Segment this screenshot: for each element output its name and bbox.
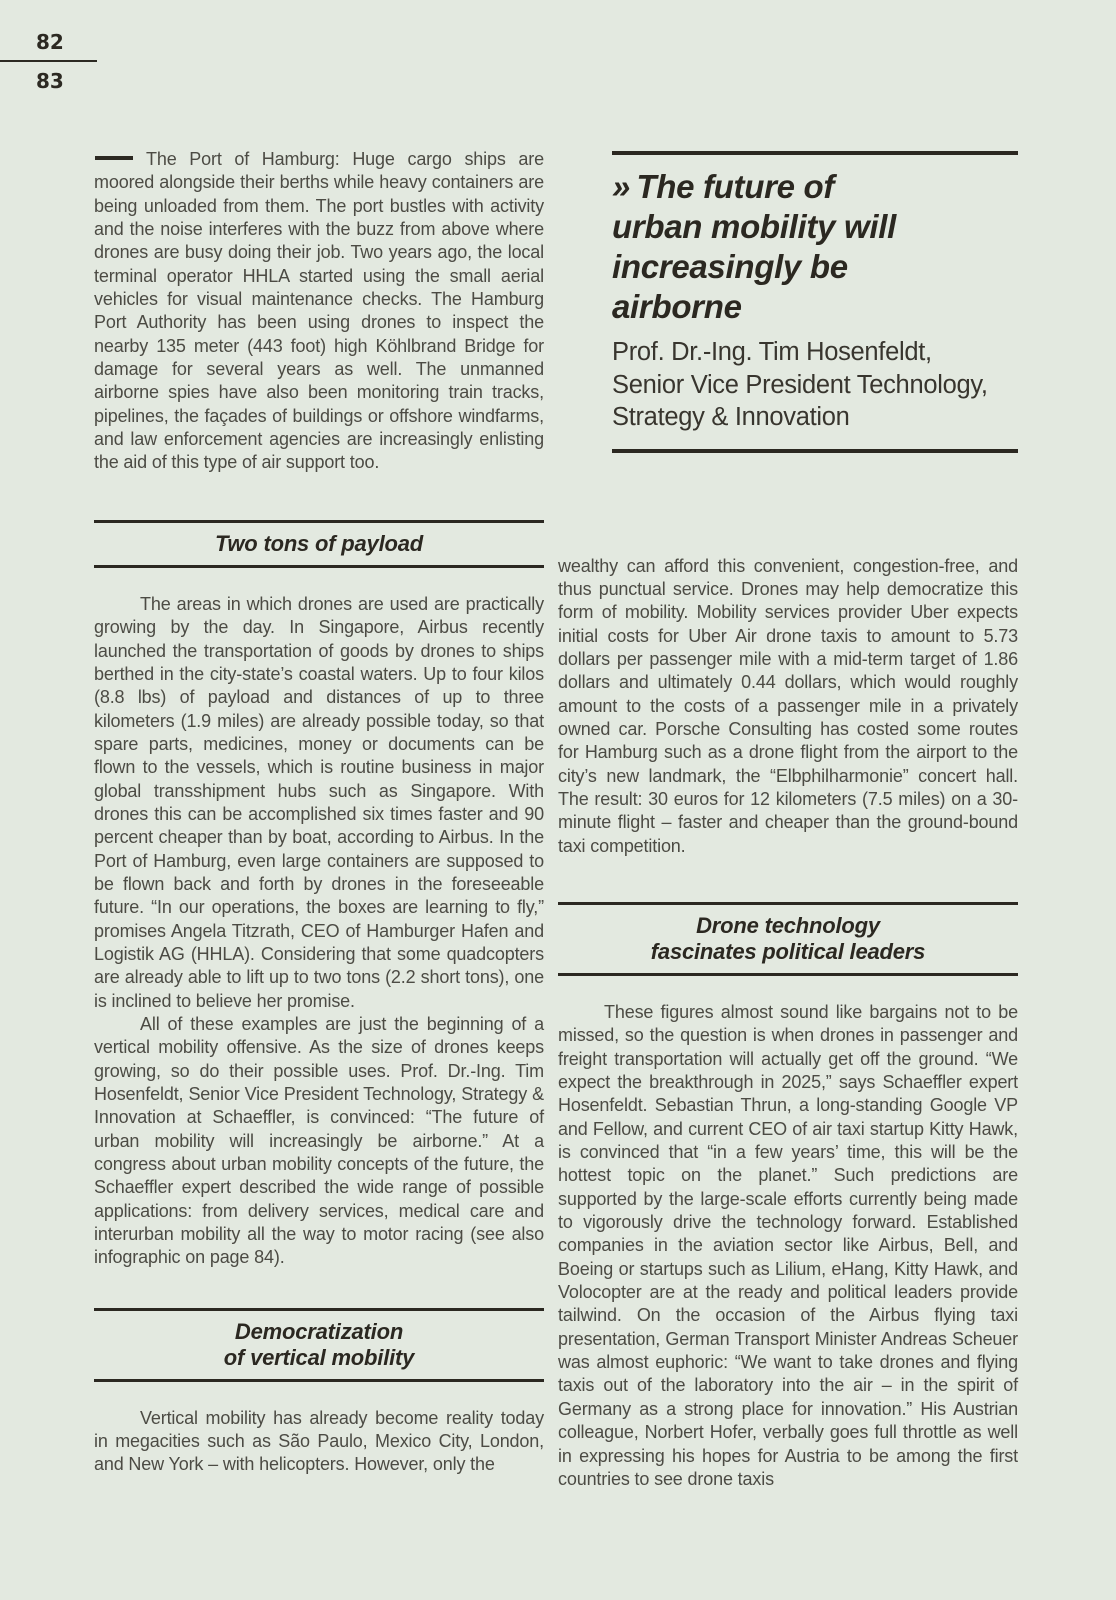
attribution-line-1: Prof. Dr.-Ing. Tim Hosenfeldt, [612,338,932,366]
section-title-line-2: fascinates political leaders [650,938,926,964]
left-column [94,148,544,1477]
section-title-two-tons: Two tons of payload [214,530,424,556]
pull-quote-attribution [612,336,1018,434]
intro-paragraph-text: The Port of Hamburg: Huge cargo ships are moored alongside their berths while heavy containers are being unloaded from them. The port bustles with activity and the noise interferes with the buzz from above where drones are busy doing their job. Two years ago, the local terminal operator HHLA started using the small aerial vehicles for visual maintenance checks. The Hamburg Port Authority has been using drones to inspect the nearby 135 meter (443 foot) high Köhlbrand Bridge for damage for several years as well. The unmanned airborne spies have also been monitoring train tracks, pipelines, the façades of buildings or offshore windfarms, and law enforcement agencies are increasingly enlisting the aid of this type of air support too. [94,149,544,473]
section-rule-bottom [94,1379,544,1382]
paragraph-payload-2: All of these examples are just the beginning of a vertical mobility offensive. As the size of drones keeps growing, so do their possible uses. Prof. Dr.-Ing. Tim Hosenfeldt, Senior Vice President Technology, Strategy & Innovation at Schaeffler, is convinced: “The future of urban mobility will increasingly be airborne.” At a congress about urban mobility concepts of the future, the Schaeffler expert described the wide range of possible applications: from delivery services, medical care and interurban mobility all the way to motor racing (see also infographic on page 84). [94,1014,544,1268]
page-number-block [0,30,97,93]
double-chevron-icon: » [612,168,627,205]
intro-dash [95,156,133,160]
pull-quote-heading-text: The future of [636,168,835,205]
attribution-line-3: Strategy & Innovation [612,403,850,431]
section-rule-bottom [94,565,544,568]
pull-quote-rule-top [612,151,1018,155]
page-number-bottom: 83 [36,69,64,93]
section-header-democratization [94,1308,544,1382]
paragraph-political-1: These figures almost sound like bargains not to be missed, so the question is when drones in passenger and freight transportation will actually get off the ground. “We expect the breakthrough in 2025,” says Schaeffler expert Hosenfeldt. Sebastian Thrun, a long-standing Google VP and Fellow, and current CEO of air taxi startup Kitty Hawk, is convinced that “in a few years’ time, this will be the hottest topic on the planet.” Such predictions are supported by the large-scale efforts currently being made to vigorously drive the technology forward. Established companies in the aviation sector like Airbus, Bell, and Boeing or startups such as Lilium, eHang, Kitty Hawk, and Volocopter are at the ready and political leaders provide tailwind. On the occasion of the Airbus flying taxi presentation, German Transport Minister Andreas Scheuer was almost euphoric: “We want to take drones and flying taxis out of the laboratory into the air – in the spirit of Germany as a strong place for innovation.” His Austrian colleague, Norbert Hofer, verbally goes full throttle as well in expressing his hopes for Austria to be among the first countries to see drone taxis [558,1001,1018,1489]
right-column [558,148,1018,1491]
paragraph-continued: wealthy can afford this convenient, congestion-free, and thus punctual service. Drones may help democratize this form of mobility. Mobility services provider Uber expects initial costs for Uber Air drone taxis to amount to 5.73 dollars per passenger mile with a mid-term target of 1.86 dollars and ultimately 0.44 dollars, which would roughly amount to the costs of a passenger mile in a privately owned car. Porsche Consulting has costed some routes for Hamburg such as a drone flight from the airport to the city’s new landmark, the “Elbphilharmonie” concert hall. The result: 30 euros for 12 kilometers (7.5 miles) on a 30-minute flight – faster and cheaper than the ground-bound taxi competition. [558,555,1018,856]
intro-paragraph [94,148,544,475]
pull-quote-rule-bottom [612,449,1018,453]
section-title-line-1: Drone technology [696,912,880,938]
pull-quote-heading [612,167,1018,327]
section-title-political [558,905,1018,973]
pull-quote-heading-line-1 [612,167,1018,207]
pull-quote-block [612,148,1018,453]
section-title-line-2: of vertical mobility [223,1344,415,1370]
pull-quote-heading-line-3: increasingly be [612,248,848,285]
section-rule-bottom [558,973,1018,976]
pull-quote-heading-line-2: urban mobility will [612,208,896,245]
attribution-line-2: Senior Vice President Technology, [612,370,988,399]
pull-quote-heading-line-4: airborne [612,288,742,325]
section-title-democratization [94,1311,544,1379]
paragraph-payload-1: The areas in which drones are used are practically growing by the day. In Singapore, Airbus recently launched the transportation of goods by drones to ships berthed in the city-state’s coastal waters. Up to four kilos (8.8 lbs) of payload and distances of up to three kilometers (1.9 miles) are already possible today, so that spare parts, medicines, money or documents can be flown to the vessels, which is routine business in major global transshipment hubs such as Singapore. With drones this can be accomplished six times faster and 90 percent cheaper than by boat, according to Airbus. In the Port of Hamburg, even large containers are supposed to be flown back and forth by drones in the foreseeable future. “In our operations, the boxes are learning to fly,” promises Angela Titzrath, CEO of Hamburger Hafen and Logistik AG (HHLA). Considering that some quadcopters are already able to lift up to two tons (2.2 short tons), one is inclined to believe her promise. [94,593,544,1011]
section-header-two-tons [94,520,544,568]
page-number-divider [0,60,97,62]
section-header-political [558,902,1018,976]
paragraph-democratization-1: Vertical mobility has already become reality today in megacities such as São Paulo, Mexico City, London, and New York – with helicopters. However, only the [94,1407,544,1475]
page-number-top: 82 [36,30,64,54]
section-title-line-1: Democratization [234,1318,404,1344]
